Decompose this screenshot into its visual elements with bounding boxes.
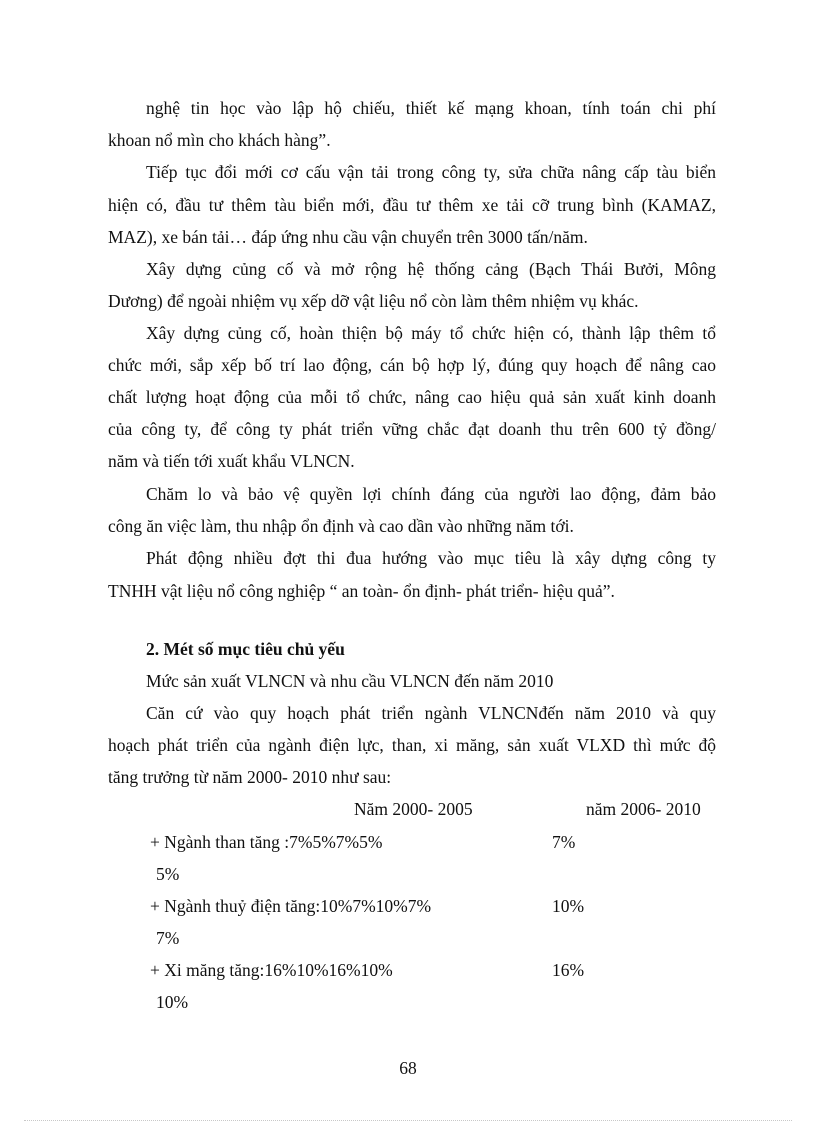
intro-line-2: hoạch phát triển của ngành điện lực, than, xi măng, sản xuất VLXD thì mức độ [108, 735, 716, 755]
intro-line-1: Căn cứ vào quy hoạch phát triển ngành VLNCNđến năm 2010 và quy [146, 703, 716, 723]
paragraph-2-line-2: hiện có, đầu tư thêm tàu biển mới, đầu tư thêm xe tải cỡ trung bình (KAMAZ, [108, 195, 716, 215]
paragraph-4-line-4: của công ty, để công ty phát triển vững chắc đạt doanh thu trên 600 tỷ đồng/ [108, 419, 716, 439]
table-row-hydro-label: + Ngành thuỷ điện tăng:10%7%10%7% [150, 896, 432, 916]
table-row-cement-wrap: 10% [156, 992, 189, 1012]
table-row-cement-value: 16% [552, 960, 585, 980]
paragraph-3-line-2: Dương) để ngoài nhiệm vụ xếp dỡ vật liệu nổ còn làm thêm nhiệm vụ khác. [108, 291, 639, 311]
section-subheading: Mức sản xuất VLNCN và nhu cầu VLNCN đến năm 2010 [146, 671, 554, 691]
paragraph-1-line-2: khoan nổ mìn cho khách hàng”. [108, 130, 331, 150]
paragraph-1-line-1: nghệ tin học vào lập hộ chiếu, thiết kế mạng khoan, tính toán chi phí [146, 98, 716, 118]
intro-line-3: tăng trưởng từ năm 2000- 2010 như sau: [108, 767, 392, 787]
paragraph-5-line-1: Chăm lo và bảo vệ quyền lợi chính đáng của người lao động, đảm bảo [146, 484, 716, 504]
page-bottom-divider [24, 1120, 792, 1121]
paragraph-4-line-2: chức mới, sắp xếp bố trí lao động, cán bộ hợp lý, đúng quy hoạch để nâng cao [108, 355, 716, 375]
table-header-2006-2010: năm 2006- 2010 [586, 799, 701, 819]
table-row-coal-value: 7% [552, 832, 576, 852]
paragraph-3-line-1: Xây dựng củng cố và mở rộng hệ thống cảng (Bạch Thái Bưởi, Mông [146, 259, 716, 279]
paragraph-2-line-3: MAZ), xe bán tải… đáp ứng nhu cầu vận chuyển trên 3000 tấn/năm. [108, 227, 588, 247]
table-header-2000-2005: Năm 2000- 2005 [354, 799, 473, 819]
paragraph-4-line-5: năm và tiến tới xuất khẩu VLNCN. [108, 451, 355, 471]
section-heading: 2. Mét số mục tiêu chủ yếu [146, 639, 345, 659]
paragraph-4-line-1: Xây dựng củng cố, hoàn thiện bộ máy tổ chức hiện có, thành lập thêm tổ [146, 323, 716, 343]
table-row-hydro-wrap: 7% [156, 928, 180, 948]
paragraph-6-line-2: TNHH vật liệu nổ công nghiệp “ an toàn- ổn định- phát triển- hiệu quả”. [108, 581, 615, 601]
page-number: 68 [399, 1058, 417, 1078]
table-row-coal-wrap: 5% [156, 864, 180, 884]
paragraph-2-line-1: Tiếp tục đổi mới cơ cấu vận tải trong công ty, sửa chữa nâng cấp tàu biển [146, 162, 716, 182]
paragraph-6-line-1: Phát động nhiều đợt thi đua hướng vào mục tiêu là xây dựng công ty [146, 548, 716, 568]
paragraph-5-line-2: công ăn việc làm, thu nhập ổn định và cao dần vào những năm tới. [108, 516, 574, 536]
table-row-cement-label: + Xi măng tăng:16%10%16%10% [150, 960, 393, 980]
table-row-coal-label: + Ngành than tăng :7%5%7%5% [150, 832, 383, 852]
paragraph-4-line-3: chất lượng hoạt động của mỗi tổ chức, nâng cao hiệu quả sản xuất kinh doanh [108, 387, 716, 407]
table-row-hydro-value: 10% [552, 896, 585, 916]
